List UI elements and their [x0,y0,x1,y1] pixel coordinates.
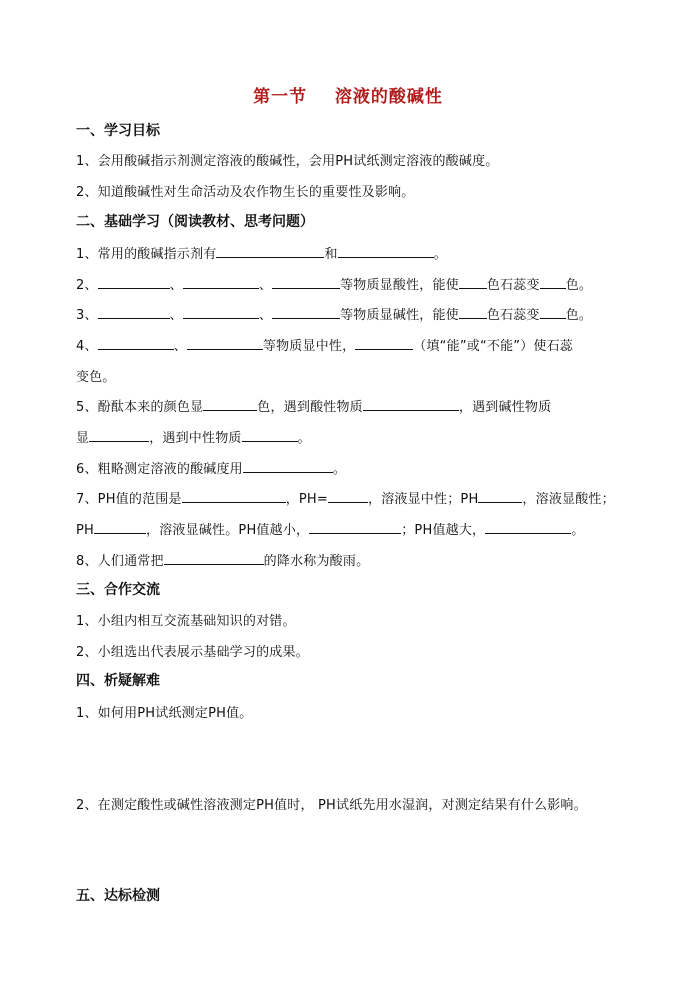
analysis-question-2: 2、在测定酸性或碱性溶液测定PH值时， PH试纸先用水湿润，对测定结果有什么影响。 [76,798,587,813]
q4-text-b: 、 [173,339,187,354]
basic-question-8 [76,550,369,569]
analysis-question-1: 1、如何用PH试纸测定PH值。 [76,706,253,721]
goal-item-2: 2、知道酸碱性对生命活动及农作物生长的重要性及影响。 [76,185,415,200]
basic-question-2 [76,274,592,293]
q7-text-h: 。 [571,523,585,538]
q4-text-c: 等物质显中性， [262,339,356,354]
basic-question-7 [76,488,615,507]
answer-blank[interactable] [182,490,286,503]
basic-question-7-cont [76,519,584,538]
section-heading-basics: 二、基础学习（阅读教材、思考问题） [76,214,314,230]
cooperation-item-1: 1、小组内相互交流基础知识的对错。 [76,614,296,629]
q2-text-f: 色。 [565,278,593,293]
q8-text-a: 8、人们通常把 [76,554,164,569]
answer-blank[interactable] [459,276,487,289]
q1-text-c: 。 [433,247,447,262]
q2-text-a: 2、 [76,278,98,293]
q6-text-b: 。 [332,462,347,477]
q7-text-c: ，溶液显中性；PH [368,492,479,507]
answer-blank[interactable] [98,306,170,319]
answer-blank[interactable] [187,337,263,350]
q8-text-b: 的降水称为酸雨。 [263,554,370,569]
answer-blank[interactable] [183,276,259,289]
answer-blank[interactable] [89,429,149,442]
answer-blank[interactable] [98,276,170,289]
q4-text-d: （填“能”或“不能”）使石蕊 [413,339,574,354]
answer-blank[interactable] [164,552,264,565]
q2-text-c: 、 [258,278,273,293]
section-heading-assessment: 五、达标检测 [76,888,160,904]
q1-text-a: 1、常用的酸碱指示剂有 [76,247,217,262]
q7-text-f: ，溶液显碱性。PH值越小， [146,523,310,538]
section-heading-analysis: 四、析疑解难 [76,673,160,689]
answer-blank[interactable] [355,337,413,350]
answer-blank[interactable] [540,306,566,319]
answer-blank[interactable] [183,306,259,319]
q3-text-e: 色石蕊变 [486,308,540,323]
basic-question-6 [76,458,346,477]
q3-text-c: 、 [258,308,273,323]
section-heading-cooperation: 三、合作交流 [76,582,160,598]
answer-blank[interactable] [242,429,298,442]
q6-text-a: 6、粗略测定溶液的酸碱度用 [76,462,243,477]
answer-blank[interactable] [243,460,333,473]
q5-text-d: 显 [76,431,90,446]
answer-blank[interactable] [540,276,566,289]
answer-blank[interactable] [216,245,324,258]
q7-text-d: ，溶液显酸性； [522,492,615,507]
goal-item-1: 1、会用酸碱指示剂测定溶液的酸碱性，会用PH试纸测定溶液的酸碱度。 [76,154,499,169]
q2-text-e: 色石蕊变 [486,278,540,293]
q5-text-a: 5、酚酞本来的颜色显 [76,400,204,415]
q3-text-d: 等物质显碱性，能使 [340,308,459,323]
basic-question-1 [76,243,447,262]
basic-question-4 [76,335,573,354]
q7-text-b: ，PH= [285,492,328,507]
q3-text-a: 3、 [76,308,98,323]
q5-text-b: 色，遇到酸性物质 [257,400,363,415]
section-heading-goals: 一、学习目标 [76,123,160,139]
answer-blank[interactable] [98,337,174,350]
q2-text-b: 、 [169,278,183,293]
answer-blank[interactable] [272,276,340,289]
basic-question-5-cont [76,427,311,446]
answer-blank[interactable] [485,521,571,534]
answer-blank[interactable] [363,398,459,411]
q4-text-a: 4、 [76,339,98,354]
q2-text-d: 等物质显酸性，能使 [340,278,459,293]
basic-question-5 [76,396,551,415]
answer-blank[interactable] [328,490,368,503]
answer-blank[interactable] [478,490,522,503]
q5-text-e: ，遇到中性物质 [149,431,242,446]
basic-question-3 [76,304,592,323]
q5-text-f: 。 [297,431,311,446]
answer-blank[interactable] [309,521,401,534]
answer-blank[interactable] [272,306,340,319]
answer-blank[interactable] [94,521,146,534]
answer-blank[interactable] [338,245,434,258]
answer-blank[interactable] [459,306,487,319]
q7-text-g: ；PH值越大， [401,523,486,538]
q5-text-c: ，遇到碱性物质 [458,400,552,415]
q1-text-b: 和 [324,247,338,262]
q7-text-e: PH [76,523,95,538]
q7-text-a: 7、PH值的范围是 [76,492,182,507]
basic-question-4-cont: 变色。 [76,370,116,385]
answer-blank[interactable] [203,398,257,411]
q3-text-f: 色。 [565,308,593,323]
page-title: 第一节 溶液的酸碱性 [253,87,443,107]
cooperation-item-2: 2、小组选出代表展示基础学习的成果。 [76,645,309,660]
q3-text-b: 、 [169,308,183,323]
